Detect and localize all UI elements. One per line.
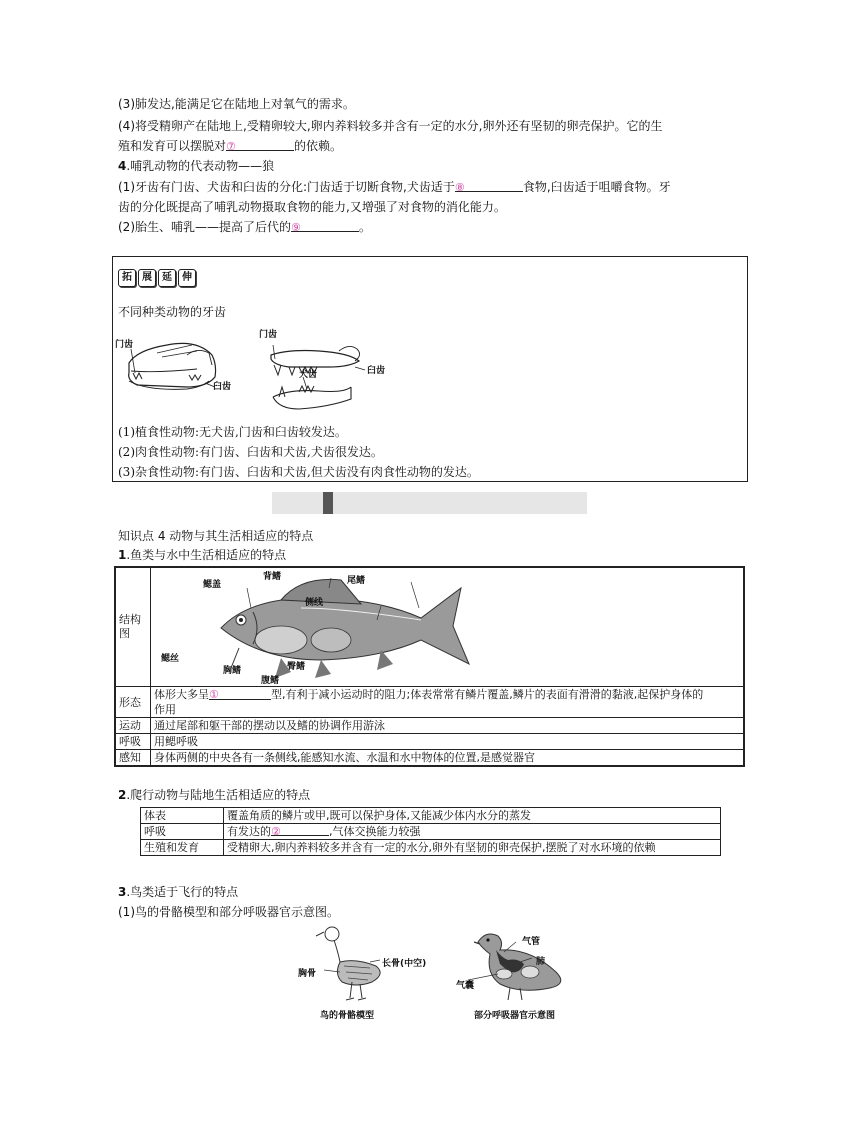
sense-text: 身体两侧的中央各有一条侧线,能感知水流、水温和水中物体的位置,是感觉器官 <box>151 750 745 767</box>
egg-text-2: 殖和发育可以摆脱对⑦ 的依赖。 <box>118 139 343 153</box>
motion-label: 运动 <box>115 718 151 734</box>
label-tail-fin: 尾鳍 <box>347 576 366 586</box>
extension-item-2: (2)肉食性动物:有门齿、臼齿和犬齿,犬齿很发达。 <box>118 445 383 459</box>
label-gill-cover: 鳃盖 <box>203 580 222 590</box>
bird-sub: (1)鸟的骨骼模型和部分呼吸器官示意图。 <box>118 905 339 919</box>
carn-canine-label: 犬齿 <box>299 370 318 380</box>
fish-table <box>114 566 745 767</box>
herb-incisor-label: 门齿 <box>115 340 134 350</box>
extension-box <box>112 256 748 482</box>
rep-row-text: 覆盖角质的鳞片或甲,既可以保护身体,又能减少体内水分的蒸发 <box>224 808 721 824</box>
carn-incisor-label: 门齿 <box>259 330 278 340</box>
structure-label: 结构图 <box>115 567 151 687</box>
rep-row-text: 受精卵大,卵内养料较多并含有一定的水分,卵外有坚韧的卵壳保护,摆脱了对水环境的依赖 <box>224 840 721 856</box>
carnivore-skull-figure <box>259 337 389 427</box>
long-bone-label: 长骨(中空) <box>382 959 427 969</box>
bird-heading: 3.鸟类适于飞行的特点 <box>118 885 239 899</box>
shape-label: 形态 <box>115 687 151 718</box>
fish-heading: 1.鱼类与水中生活相适应的特点 <box>118 548 287 562</box>
motion-text: 通过尾部和躯干部的摆动以及鳍的协调作用游泳 <box>151 718 745 734</box>
label-anal-fin: 臀鳍 <box>287 662 306 672</box>
mammal-heading: 4.哺乳动物的代表动物——狼 <box>118 159 275 173</box>
lung-text: (3)肺发达,能满足它在陆地上对氧气的需求。 <box>118 97 355 111</box>
sternum-label: 胸骨 <box>298 969 317 979</box>
extension-badge: 拓 展 延 伸 <box>118 269 196 287</box>
label-gill: 鳃丝 <box>161 654 180 664</box>
bird-respiratory-figure <box>460 924 580 1004</box>
trachea-label: 气管 <box>522 937 541 947</box>
blank-1[interactable]: ① <box>209 687 271 700</box>
carn-molar-label: 臼齿 <box>367 366 386 376</box>
herbivore-skull-figure <box>117 325 247 405</box>
blank-8[interactable]: ⑧ <box>455 178 523 192</box>
blank-9[interactable]: ⑨ <box>291 218 359 232</box>
breath-label: 呼吸 <box>115 734 151 750</box>
skeleton-caption: 鸟的骨骼模型 <box>320 1011 375 1021</box>
rep-row-text: 有发达的② ,气体交换能力较强 <box>224 824 721 840</box>
shape-text: 体形大多呈① 型,有利于减小运动时的阻力;体表常常有鳞片覆盖,鳞片的表面有滑滑的黏液,起保护身体的 作用 <box>151 687 745 718</box>
label-dorsal-fin: 背鳍 <box>263 572 282 582</box>
extension-title: 不同种类动物的牙齿 <box>118 305 227 319</box>
blank-2[interactable]: ② <box>271 824 329 836</box>
birth-text: (2)胎生、哺乳——提高了后代的⑨ 。 <box>118 220 372 234</box>
blank-7[interactable]: ⑦ <box>226 137 294 151</box>
label-pectoral-fin: 胸鳍 <box>223 666 242 676</box>
extension-item-3: (3)杂食性动物:有门齿、臼齿和犬齿,但犬齿没有肉食性动物的发达。 <box>118 465 479 479</box>
section-divider <box>272 492 587 514</box>
breath-text: 用鳃呼吸 <box>151 734 745 750</box>
sense-label: 感知 <box>115 750 151 767</box>
fish-figure-cell <box>151 567 745 687</box>
rep-row-label: 生殖和发育 <box>141 840 224 856</box>
herb-molar-label: 臼齿 <box>213 382 232 392</box>
kp4-title: 知识点 4 动物与其生活相适应的特点 <box>118 529 314 543</box>
rep-row-label: 呼吸 <box>141 824 224 840</box>
egg-text-1: (4)将受精卵产在陆地上,受精卵较大,卵内养料较多并含有一定的水分,卵外还有坚韧的卵壳保护。它的生 <box>118 119 663 133</box>
reptile-table <box>140 807 721 856</box>
extension-item-1: (1)植食性动物:无犬齿,门齿和臼齿较发达。 <box>118 425 347 439</box>
teeth-text-1: (1)牙齿有门齿、犬齿和臼齿的分化:门齿适于切断食物,犬齿适于⑧ 食物,臼齿适于咀嚼食物。牙 <box>118 180 671 194</box>
rep-row-label: 体表 <box>141 808 224 824</box>
air-sac-label: 气囊 <box>456 981 475 991</box>
lung-label: 肺 <box>536 957 546 967</box>
reptile-heading: 2.爬行动物与陆地生活相适应的特点 <box>118 788 311 802</box>
label-lateral-line: 侧线 <box>305 598 324 608</box>
label-pelvic-fin: 腹鳍 <box>261 676 280 686</box>
resp-caption: 部分呼吸器官示意图 <box>474 1011 556 1021</box>
teeth-text-2: 齿的分化既提高了哺乳动物摄取食物的能力,又增强了对食物的消化能力。 <box>118 200 506 214</box>
